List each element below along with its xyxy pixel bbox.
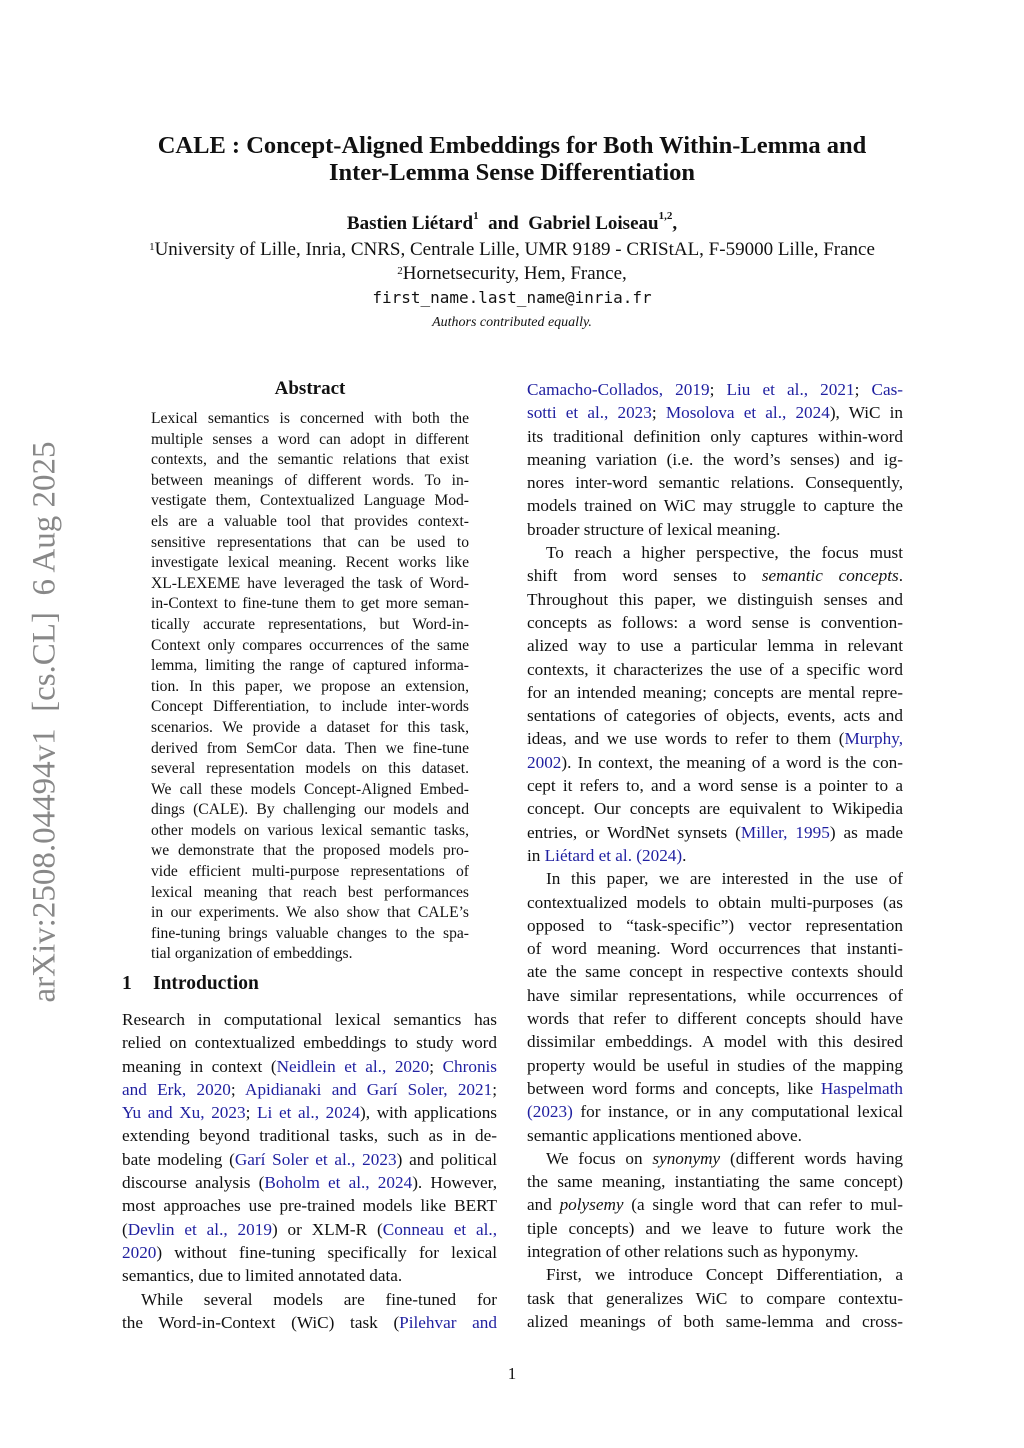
text-line: contexts, and the semantic relations that exist	[151, 451, 469, 469]
author-and: and	[488, 213, 519, 234]
citation-link[interactable]: and Erk, 2020	[122, 1079, 231, 1099]
text-line: els are a valuable tool that provides context-	[151, 512, 469, 530]
text-line: lexical meaning that reach best performances	[151, 883, 469, 901]
text-line: sotti et al., 2023; Mosolova et al., 2024), WiC in	[527, 403, 903, 423]
abstract-body	[151, 409, 469, 965]
text-line: tial organization of embeddings.	[151, 945, 353, 963]
right-column-body	[527, 378, 903, 1333]
text-line: Concept Differentiation, to include inter-words	[151, 698, 469, 716]
text-line: alized meanings of both same-lemma and cross-	[527, 1311, 903, 1331]
text-line: of word meaning. Word occurrences that instanti-	[527, 939, 903, 959]
text-line: (Devlin et al., 2019) or XLM-R (Conneau et al.,	[122, 1219, 497, 1239]
text-line: most approaches use pre-trained models like BERT	[122, 1196, 497, 1216]
citation-link[interactable]: Camacho-Collados, 2019	[527, 380, 710, 399]
introduction-body	[122, 1008, 497, 1334]
text-line: alized way to use a particular lemma in relevant	[527, 636, 903, 656]
text-line: for an intended meaning; concepts are mental repre-	[527, 682, 903, 702]
text-line: the Word-in-Context (WiC) task (Pilehvar and	[122, 1312, 497, 1332]
text-line: derived from SemCor data. Then we fine-tune	[151, 739, 469, 757]
citation-link[interactable]: Yu and Xu, 2023	[122, 1103, 246, 1123]
text-line: have similar representations, while occurrences of	[527, 985, 903, 1005]
text-line: and polysemy (a single word that can refer to mul-	[527, 1195, 903, 1215]
affil-mark: 1	[149, 241, 155, 253]
section-title: Introduction	[153, 973, 259, 994]
affiliation	[0, 262, 1024, 286]
text-line: vide efficient multi-purpose representations of	[151, 863, 469, 881]
text-line: in Liétard et al. (2024).	[527, 845, 687, 865]
text-line: property would be useful in studies of the mapping	[527, 1055, 903, 1075]
affil-text: University of Lille, Inria, CNRS, Centrale Lille, UMR 9189 - CRIStAL, F-59000 Lille, France	[154, 239, 875, 260]
text-line: broader structure of lexical meaning.	[527, 519, 781, 539]
text-line: opposed to “task-specific”) vector representation	[527, 915, 903, 935]
text-line: cept it refers to, and a word sense is a pointer to a	[527, 776, 903, 796]
citation-link[interactable]: Haspelmath	[820, 1078, 903, 1098]
abstract-heading: Abstract	[274, 378, 346, 399]
text-line: We focus on synonymy (different words having	[546, 1148, 903, 1168]
text-line: multiple senses a word can adopt in different	[151, 430, 469, 448]
text-line: vestigate them, Contextualized Language Mod-	[151, 492, 469, 510]
text-line: First, we introduce Concept Differentiation, a	[546, 1265, 903, 1285]
section-heading-introduction	[122, 973, 259, 995]
citation-link[interactable]: Liu et al., 2021	[726, 380, 855, 399]
citation-link[interactable]: Apidianaki and Garí Soler, 2021	[245, 1079, 493, 1099]
citation-link[interactable]: Liétard et al. (2024)	[544, 845, 683, 865]
citation-link[interactable]: Murphy,	[844, 729, 903, 749]
text-line: sensitive representations that can be used to	[151, 533, 469, 551]
text-line: scenarios. We provide a dataset for this task,	[151, 718, 469, 736]
author-note: Authors contributed equally.	[432, 315, 592, 330]
text-line: entries, or WordNet synsets (Miller, 1995) as made	[527, 822, 903, 842]
text-line: tically accurate representations, but Word-in-	[151, 615, 469, 633]
title-line: Inter-Lemma Sense Differentiation	[328, 159, 696, 186]
citation-link[interactable]: (2023)	[527, 1102, 573, 1122]
text-line: tiple concepts) and we leave to future work the	[527, 1218, 903, 1238]
citation-link[interactable]: Chronis	[442, 1056, 497, 1076]
author-affil-mark: 1	[473, 210, 479, 222]
text-line: we demonstrate that the proposed models pro-	[151, 842, 469, 860]
citation-link[interactable]: Devlin et al., 2019	[127, 1219, 272, 1239]
citation-link[interactable]: Cas-	[871, 380, 903, 399]
text-line: We call these models Concept-Aligned Embed-	[151, 780, 469, 798]
citation-link[interactable]: sotti et al., 2023	[527, 403, 652, 423]
citation-link[interactable]: Garí Soler et al., 2023	[234, 1149, 397, 1169]
text-line: 2020) without fine-tuning specifically for lexical	[122, 1242, 497, 1262]
affiliation	[0, 238, 1024, 262]
author-affil-mark: 1,2	[658, 210, 673, 222]
text-line: in-Context to fine-tune them to get more seman-	[151, 595, 469, 613]
text-line: several representation models on this dataset.	[151, 760, 469, 778]
author-email[interactable]: first_name.last_name@inria.fr	[372, 288, 652, 307]
citation-link[interactable]: 2020	[122, 1242, 157, 1262]
text-line: Camacho-Collados, 2019; Liu et al., 2021; Cas-	[527, 380, 903, 399]
text-line: other models on various lexical semantic tasks,	[151, 821, 469, 839]
emphasis-text: semantic concepts	[761, 566, 899, 586]
citation-link[interactable]: Neidlein et al., 2020	[276, 1056, 430, 1076]
text-line: between meanings of different words. To in-	[151, 471, 469, 489]
author-punct: ,	[672, 213, 678, 234]
text-line: Yu and Xu, 2023; Li et al., 2024), with applications	[122, 1103, 497, 1123]
text-line: relied on contextualized embeddings to study word	[122, 1033, 497, 1053]
citation-link[interactable]: Li et al., 2024	[257, 1103, 361, 1123]
arxiv-stamp: arXiv:2508.04494v1 [cs.CL] 6 Aug 2025	[26, 441, 63, 1003]
citation-link[interactable]: Conneau et al.,	[382, 1219, 497, 1239]
text-line: contextualized models to obtain multi-purposes (as	[527, 892, 903, 912]
text-line: (2023) for instance, or in any computational lexical	[527, 1102, 903, 1122]
text-line: To reach a higher perspective, the focus must	[546, 543, 903, 563]
text-line: concepts as follows: a word sense is convention-	[527, 612, 903, 632]
text-line: semantics, due to limited annotated data.	[122, 1266, 403, 1286]
text-line: between word forms and concepts, like Haspelmath	[527, 1078, 903, 1098]
emphasis-text: polysemy	[559, 1195, 624, 1215]
text-line: ate the same concept in respective contexts should	[527, 962, 903, 982]
author-name: Bastien Liétard	[346, 213, 474, 234]
text-line: In this paper, we are interested in the use of	[546, 869, 903, 889]
affil-text: Hornetsecurity, Hem, France,	[402, 263, 627, 284]
text-line: integration of other relations such as hyponymy.	[527, 1241, 859, 1261]
text-line: lemma, limiting the range of captured informa-	[151, 657, 469, 675]
citation-link[interactable]: Mosolova et al., 2024	[665, 403, 830, 423]
text-line: bate modeling (Garí Soler et al., 2023) and political	[122, 1149, 497, 1169]
text-line: Context only compares occurrences of the same	[151, 636, 469, 654]
text-line: investigate lexical meaning. Recent works like	[151, 554, 469, 572]
text-line: the same meaning, instantiating the same concept)	[527, 1172, 903, 1192]
text-line: words that refer to different concepts should have	[527, 1009, 903, 1029]
text-line: ideas, and we use words to refer to them (Murphy,	[527, 729, 903, 749]
text-line: XL-LEXEME have leveraged the task of Word-	[151, 574, 469, 592]
text-line: in our experiments. We also show that CALE’s	[151, 904, 469, 922]
text-line: 2002). In context, the meaning of a word is the con-	[527, 752, 903, 772]
text-line: dissimilar embeddings. A model with this desired	[527, 1032, 903, 1052]
text-line: meaning variation (i.e. the word’s senses) and ig-	[527, 449, 903, 469]
citation-link[interactable]: Miller, 1995	[740, 822, 830, 842]
text-line: concept. Our concepts are equivalent to Wikipedia	[527, 799, 903, 819]
text-line: sentations of categories of objects, events, acts and	[527, 706, 903, 726]
text-line: models trained on WiC may struggle to capture the	[527, 496, 903, 516]
emphasis-text: synonymy	[652, 1148, 721, 1168]
text-line: meaning in context (Neidlein et al., 2020; Chronis	[122, 1056, 497, 1076]
title-line: CALE : Concept-Aligned Embeddings for Both Within-Lemma and	[157, 132, 867, 159]
affil-mark: 2	[397, 265, 403, 277]
text-line: dings (CALE). By challenging our models and	[151, 801, 469, 819]
paper-title	[0, 132, 1024, 186]
text-line: its traditional definition only captures within-word	[527, 426, 903, 446]
text-line: shift from word senses to semantic concepts.	[527, 566, 903, 586]
text-line: tion. In this paper, we propose an extension,	[151, 677, 469, 695]
text-line: discourse analysis (Boholm et al., 2024). However,	[122, 1173, 497, 1193]
author-list	[0, 210, 1024, 235]
text-line: Lexical semantics is concerned with both the	[151, 410, 469, 427]
text-line: fine-tuning brings valuable changes to the spa-	[151, 924, 469, 942]
text-line: nores inter-word semantic relations. Consequently,	[527, 473, 903, 493]
citation-link[interactable]: Boholm et al., 2024	[264, 1173, 413, 1193]
page-number: 1	[507, 1364, 517, 1383]
text-line: task that generalizes WiC to compare contextu-	[527, 1288, 903, 1308]
text-line: While several models are fine-tuned for	[141, 1289, 497, 1309]
section-number: 1	[122, 973, 132, 994]
text-line: contexts, it characterizes the use of a specific word	[527, 659, 903, 679]
text-line: extending beyond traditional tasks, such as in de-	[122, 1126, 497, 1146]
citation-link[interactable]: Pilehvar and	[399, 1312, 497, 1332]
author-name: Gabriel Loiseau	[528, 213, 659, 234]
text-line: semantic applications mentioned above.	[527, 1125, 802, 1145]
text-line: Research in computational lexical semantics has	[122, 1010, 497, 1029]
text-line: and Erk, 2020; Apidianaki and Garí Soler, 2021;	[122, 1079, 497, 1099]
citation-link[interactable]: 2002	[527, 752, 562, 772]
text-line: Throughout this paper, we distinguish senses and	[527, 589, 903, 609]
